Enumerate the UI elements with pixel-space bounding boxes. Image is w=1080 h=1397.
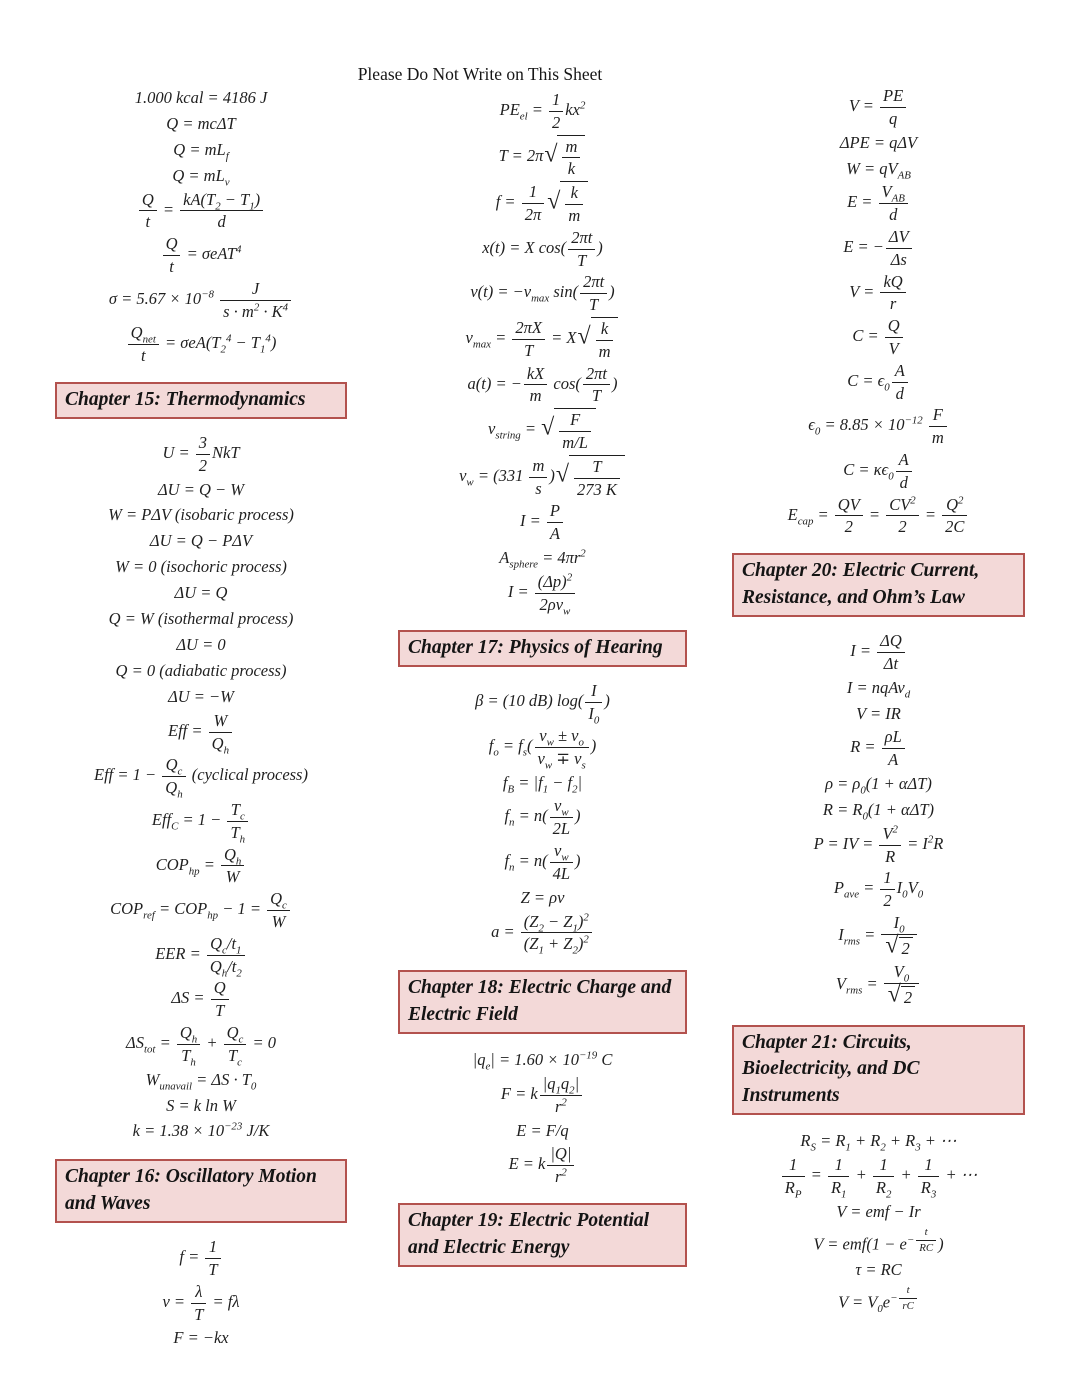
fraction: $\frac{Q_h}{W}$	[221, 845, 244, 888]
fraction: $\frac{kQ}{r}$	[880, 272, 905, 315]
fraction: $\frac{Q_h}{T_h}$	[177, 1023, 200, 1066]
formula: $V = V_0e^{- \frac{t}{rC}}$	[732, 1284, 1025, 1314]
chapter-heading: Chapter 21: Circuits, Bioelectricity, and DC Instruments	[732, 1025, 1025, 1116]
fraction: $\frac{V_{AB}}{d}$	[879, 182, 908, 225]
formula: f = $\frac{1}{T}$	[55, 1237, 347, 1280]
formula: f = $\frac{1}{2\pi}$ √ $\frac{k}{m}$	[398, 181, 687, 226]
formula: β = (10 dB) log( $\frac{I}{I_0}$ )	[475, 681, 610, 727]
formula: I = nqAv$_d$	[846, 677, 911, 700]
square-root: √ 2	[888, 985, 915, 1009]
column-right	[732, 84, 1025, 1323]
fraction: $\frac{I}{I_0}$	[585, 681, 602, 724]
fraction: $I_0$ √ 2	[881, 913, 916, 960]
formula: $\sigma = 5.67 \times 10^{-8}$ $\frac{J}{s \cdot m^2 \cdot K^4}$	[55, 279, 347, 322]
formula: $W_{unavail} = \Delta S \cdot T_0$	[145, 1069, 257, 1092]
formula: $COP_{ref} = COP_{hp} - 1$ = $\frac{Q_c}{W}$	[55, 889, 347, 932]
formula: E = − $\frac{\Delta V}{\Delta s}$	[732, 227, 1025, 270]
formula: $f_n = n$( $\frac{v_w}{2L}$ )	[504, 796, 581, 839]
fraction: $\frac{(Z_2 - Z_1)^2}{(Z_1 + Z_2)^2}$	[521, 912, 592, 955]
formula-block	[398, 681, 687, 957]
fraction: $\frac{kA(T_2 - T_1)}{d}$	[180, 190, 263, 233]
formula: T = 2π √ $\frac{m}{k}$	[398, 135, 687, 180]
fraction: $\frac{k}{m}$	[596, 319, 614, 362]
formula: $f_o = f_s$( $\frac{v_w \pm v_o}{v_w \mp v_s}$ )	[488, 725, 597, 772]
fraction: $\frac{Q_c}{W}$	[267, 889, 290, 932]
fraction: $\frac{Q_c}{T_c}$	[224, 1023, 247, 1066]
formula: ΔU = 0	[176, 635, 226, 655]
formula: ΔPE = qΔV	[839, 132, 918, 152]
formula: a(t) = − $\frac{kX}{m}$ cos( $\frac{2\pi t}{T}$ )	[467, 363, 618, 406]
chapter-heading: Chapter 19: Electric Potential and Electric Energy	[398, 1203, 687, 1267]
formula: Q = mcΔT	[166, 113, 236, 133]
formula: F = −kx	[173, 1328, 229, 1348]
fraction: $\frac{v_w}{4L}$	[550, 841, 573, 884]
fraction: $\frac{1}{R_1}$	[828, 1155, 850, 1198]
fraction: $\frac{\Delta Q}{\Delta t}$	[877, 631, 905, 674]
formula: ΔS = $\frac{Q}{T}$	[55, 978, 347, 1021]
formula: C = $\frac{Q}{V}$	[732, 316, 1025, 359]
formula-block	[732, 1129, 1025, 1314]
fraction: $\frac{m}{s}$	[529, 456, 547, 499]
fraction: $\frac{Q_{net}}{t}$	[128, 323, 159, 366]
formula: Eff = $\frac{W}{Q_h}$	[55, 711, 347, 754]
square-root: √ $\frac{k}{m}$	[577, 317, 618, 362]
fraction: $\frac{Q_c}{Q_h}$	[162, 755, 185, 798]
fraction: $\frac{v_w}{2L}$	[550, 796, 573, 839]
chapter-heading: Chapter 20: Electric Current, Resistance, and Ohm’s Law	[732, 553, 1025, 617]
formula: F = k $\frac{|q_1q_2|}{r^2}$	[398, 1074, 687, 1117]
formula: Q = 0 (adiabatic process)	[115, 661, 287, 681]
formula: U = $\frac{3}{2}$ NkT	[162, 432, 240, 475]
formula: R = $\frac{\rho L}{A}$	[732, 727, 1025, 770]
fraction: $\frac{1}{2}$	[880, 868, 894, 911]
formula: $\frac{Q}{t}$ = σeAT$^4$	[55, 234, 347, 277]
chapter-heading: Chapter 18: Electric Charge and Electric Field	[398, 970, 687, 1034]
formula: $C = \epsilon_0$ $\frac{A}{d}$	[732, 361, 1025, 404]
formula: V = $\frac{kQ}{r}$	[732, 272, 1025, 315]
formula: Z = ρv	[520, 887, 565, 907]
fraction: $\frac{2\pi X}{T}$	[512, 318, 545, 361]
formula: $k = 1.38 \times 10^{-23}$ J/K	[132, 1120, 270, 1141]
formula: $v_{max}$ = $\frac{2\pi X}{T}$ = X √ $\frac{k}{m}$	[398, 317, 687, 362]
fraction: $\frac{\Delta V}{\Delta s}$	[886, 227, 912, 270]
formula: $W = qV_{AB}$	[846, 158, 911, 181]
page-title: Please Do Not Write on This Sheet	[357, 64, 603, 84]
fraction: $\frac{kX}{m}$	[524, 364, 547, 407]
fraction: $\frac{t}{RC}$	[916, 1226, 936, 1255]
formula: ΔU = Q − W	[157, 479, 245, 499]
fraction: $\frac{W}{Q_h}$	[209, 711, 232, 754]
formula: $P_{ave}$ = $\frac{1}{2}$ $I_0V_0$	[833, 868, 924, 911]
fraction: $\frac{|Q|}{r^2}$	[547, 1144, 574, 1187]
fraction: $\frac{t}{rC}$	[899, 1284, 917, 1313]
fraction: $\frac{T}{273 K}$	[574, 457, 620, 500]
formula: V = $\frac{PE}{q}$	[732, 86, 1025, 129]
fraction: $\frac{Q_c/t_1}{Q_h/t_2}$	[207, 934, 245, 977]
fraction: $\frac{Q}{V}$	[885, 316, 903, 359]
formula: ΔU = Q − PΔV	[149, 531, 253, 551]
fraction: $\frac{CV^2}{2}$	[886, 495, 919, 538]
formula: E = F/q	[516, 1120, 569, 1140]
formula: $PE_{el}$ = $\frac{1}{2}$ $kx^2$	[499, 90, 586, 132]
formula: a = $\frac{(Z_2 - Z_1)^2}{(Z_1 + Z_2)^2}$	[398, 912, 687, 955]
fraction: $\frac{\lambda}{T}$	[191, 1282, 206, 1325]
fraction: $\frac{1}{T}$	[205, 1237, 220, 1280]
square-root: √ $\frac{m}{k}$	[544, 135, 585, 180]
fraction: $\frac{1}{R_2}$	[873, 1155, 895, 1198]
formula: x(t) = X cos( $\frac{2\pi t}{T}$ )	[482, 227, 603, 270]
formula: W = PΔV (isobaric process)	[108, 505, 294, 525]
fraction: $\frac{m}{k}$	[562, 137, 580, 180]
formula: Eff = 1 − $\frac{Q_c}{Q_h}$ (cyclical process)	[94, 755, 308, 801]
square-root: √ $\frac{T}{273 K}$	[556, 455, 625, 500]
fraction: $\frac{1}{2}$	[549, 90, 563, 133]
formula: $V = emf(1 - e^{- \frac{t}{RC}}$ )	[813, 1225, 944, 1254]
formula: $E_{cap}$ = $\frac{QV}{2}$ = $\frac{CV^2}{2}$ = $\frac{Q^2}{2C}$	[732, 495, 1025, 538]
fraction: $\frac{1}{R_P}$	[782, 1155, 805, 1198]
formula: I = $\frac{P}{A}$	[398, 501, 687, 544]
fraction: $\frac{Q}{T}$	[211, 978, 229, 1021]
formula: $\frac{Q_{net}}{t}$ = $\sigma eA(T_2^4 - T_1^4)$	[55, 323, 347, 366]
formula: E = $\frac{V_{AB}}{d}$	[732, 182, 1025, 225]
formula: $\frac{Q}{t}$ = $\frac{kA(T_2 - T_1)}{d}$	[55, 190, 347, 233]
fraction: $\frac{1}{R_3}$	[918, 1155, 940, 1198]
fraction: $\frac{|q_1q_2|}{r^2}$	[540, 1074, 582, 1117]
fraction: $\frac{1}{2\pi}$	[522, 182, 545, 225]
formula: S = k ln W	[166, 1095, 236, 1115]
square-root: √ 2	[885, 936, 912, 960]
formula: $f_B = |f_1 - f_2|$	[502, 772, 583, 795]
formula: $v(t) = -v_{max}$ sin( $\frac{2\pi t}{T}$ )	[470, 272, 615, 315]
fraction: $\frac{Q}{t}$	[163, 234, 181, 277]
formula: $|q_e| = 1.60 \times 10^{-19}$ C	[472, 1049, 613, 1073]
formula-block	[55, 433, 347, 1143]
formula: $I_{rms}$ = $I_0$ √ 2	[732, 913, 1025, 960]
fraction: $\frac{2\pi t}{T}$	[583, 364, 610, 407]
formula: W = 0 (isochoric process)	[115, 557, 287, 577]
formula-block	[55, 86, 347, 366]
formula: $COP_{hp}$ = $\frac{Q_h}{W}$	[55, 845, 347, 888]
fraction: $\frac{\rho L}{A}$	[882, 727, 905, 770]
fraction: $\frac{2\pi t}{T}$	[568, 228, 595, 271]
formula: $Q = mL_f$	[173, 139, 229, 163]
formula: $R_S = R_1 + R_2 + R_3$ + ⋯	[800, 1131, 957, 1154]
chapter-heading: Chapter 16: Oscillatory Motion and Waves	[55, 1159, 347, 1223]
fraction: $\frac{P}{A}$	[547, 501, 563, 544]
formula: I = $\frac{(\Delta p)^2}{2\rho v_w}$	[398, 572, 687, 615]
fraction: $\frac{3}{2}$	[196, 433, 210, 476]
fraction: $\frac{QV}{2}$	[835, 495, 863, 538]
formula: V = emf − Ir	[836, 1201, 921, 1221]
formula: V = IR	[856, 703, 901, 723]
formula: $\Delta S_{tot}$ = $\frac{Q_h}{T_h}$ + $\frac{Q_c}{T_c}$ = 0	[126, 1023, 276, 1069]
formula: ΔU = −W	[168, 686, 234, 706]
fraction: $\frac{Q^2}{2C}$	[942, 495, 967, 538]
formula-block	[398, 90, 687, 617]
formula: Q = W (isothermal process)	[108, 609, 294, 629]
formula: $Q = mL_v$	[172, 165, 230, 189]
formula: P = IV = $\frac{V^2}{R}$ = $I^2R$	[813, 823, 944, 866]
chapter-heading: Chapter 17: Physics of Hearing	[398, 630, 687, 667]
fraction: $\frac{T_c}{T_h}$	[227, 800, 248, 843]
chapter-heading: Chapter 15: Thermodynamics	[55, 382, 347, 419]
formula: $\frac{1}{R_P}$ = $\frac{1}{R_1}$ + $\frac{1}{R_2}$ + $\frac{1}{R_3}$ + ⋯	[732, 1155, 1025, 1198]
formula: Eff$_C$ = 1 − $\frac{T_c}{T_h}$	[55, 800, 347, 843]
formula: $C = \kappa\epsilon_0$ $\frac{A}{d}$	[732, 450, 1025, 493]
formula: $f_n = n$( $\frac{v_w}{4L}$ )	[504, 841, 581, 883]
fraction: $\frac{F}{m}$	[929, 405, 947, 448]
formula: 1.000 kcal = 4186 J	[134, 88, 268, 107]
formula: ΔU = Q	[174, 583, 228, 603]
column-left	[55, 84, 347, 1358]
formula: $v_w = (331$ $\frac{m}{s}$ ) √ $\frac{T}{273 K}$	[398, 455, 687, 500]
fraction: $\frac{2\pi t}{T}$	[580, 272, 607, 315]
formula: $v_{string}$ = √ $\frac{F}{m/L}$	[398, 408, 687, 453]
formula-block	[398, 1048, 687, 1187]
formula: $V_{rms}$ = $V_0$ √ 2	[732, 962, 1025, 1009]
formula: $A_{sphere} = 4\pi r^2$	[499, 547, 586, 571]
fraction: $\frac{(\Delta p)^2}{2\rho v_w}$	[535, 572, 575, 615]
formula: E = k $\frac{|Q|}{r^2}$	[398, 1144, 687, 1187]
formula: $R = R_0(1 + \alpha\Delta T)$	[822, 799, 935, 823]
formula: $\epsilon_0 = 8.85 \times 10^{-12}$ $\frac{F}{m}$	[732, 405, 1025, 448]
formula: I = $\frac{\Delta Q}{\Delta t}$	[732, 631, 1025, 674]
formula-block	[732, 86, 1025, 537]
formula: $\rho = \rho_0(1 + \alpha\Delta T)$	[825, 774, 932, 797]
fraction: $\frac{F}{m/L}$	[559, 410, 591, 453]
formula-block	[732, 631, 1025, 1009]
fraction: $V_0$ √ 2	[884, 962, 919, 1009]
square-root: √ $\frac{F}{m/L}$	[541, 408, 596, 453]
fraction: $\frac{J}{s \cdot m^2 \cdot K^4}$	[220, 279, 291, 322]
square-root: √ $\frac{k}{m}$	[547, 181, 588, 226]
fraction: $\frac{v_w \pm v_o}{v_w \mp v_s}$	[535, 726, 589, 769]
column-middle	[398, 88, 687, 1281]
formula-block	[55, 1237, 347, 1350]
formula: EER = $\frac{Q_c/t_1}{Q_h/t_2}$	[55, 934, 347, 977]
formula: v = $\frac{\lambda}{T}$ = fλ	[162, 1281, 240, 1324]
fraction: $\frac{V^2}{R}$	[879, 824, 901, 867]
fraction: $\frac{Q}{t}$	[139, 190, 157, 233]
fraction: $\frac{A}{d}$	[892, 361, 908, 404]
formula: τ = RC	[855, 1260, 902, 1280]
fraction: $\frac{A}{d}$	[896, 450, 912, 493]
fraction: $\frac{k}{m}$	[565, 183, 583, 226]
fraction: $\frac{PE}{q}$	[880, 86, 906, 129]
